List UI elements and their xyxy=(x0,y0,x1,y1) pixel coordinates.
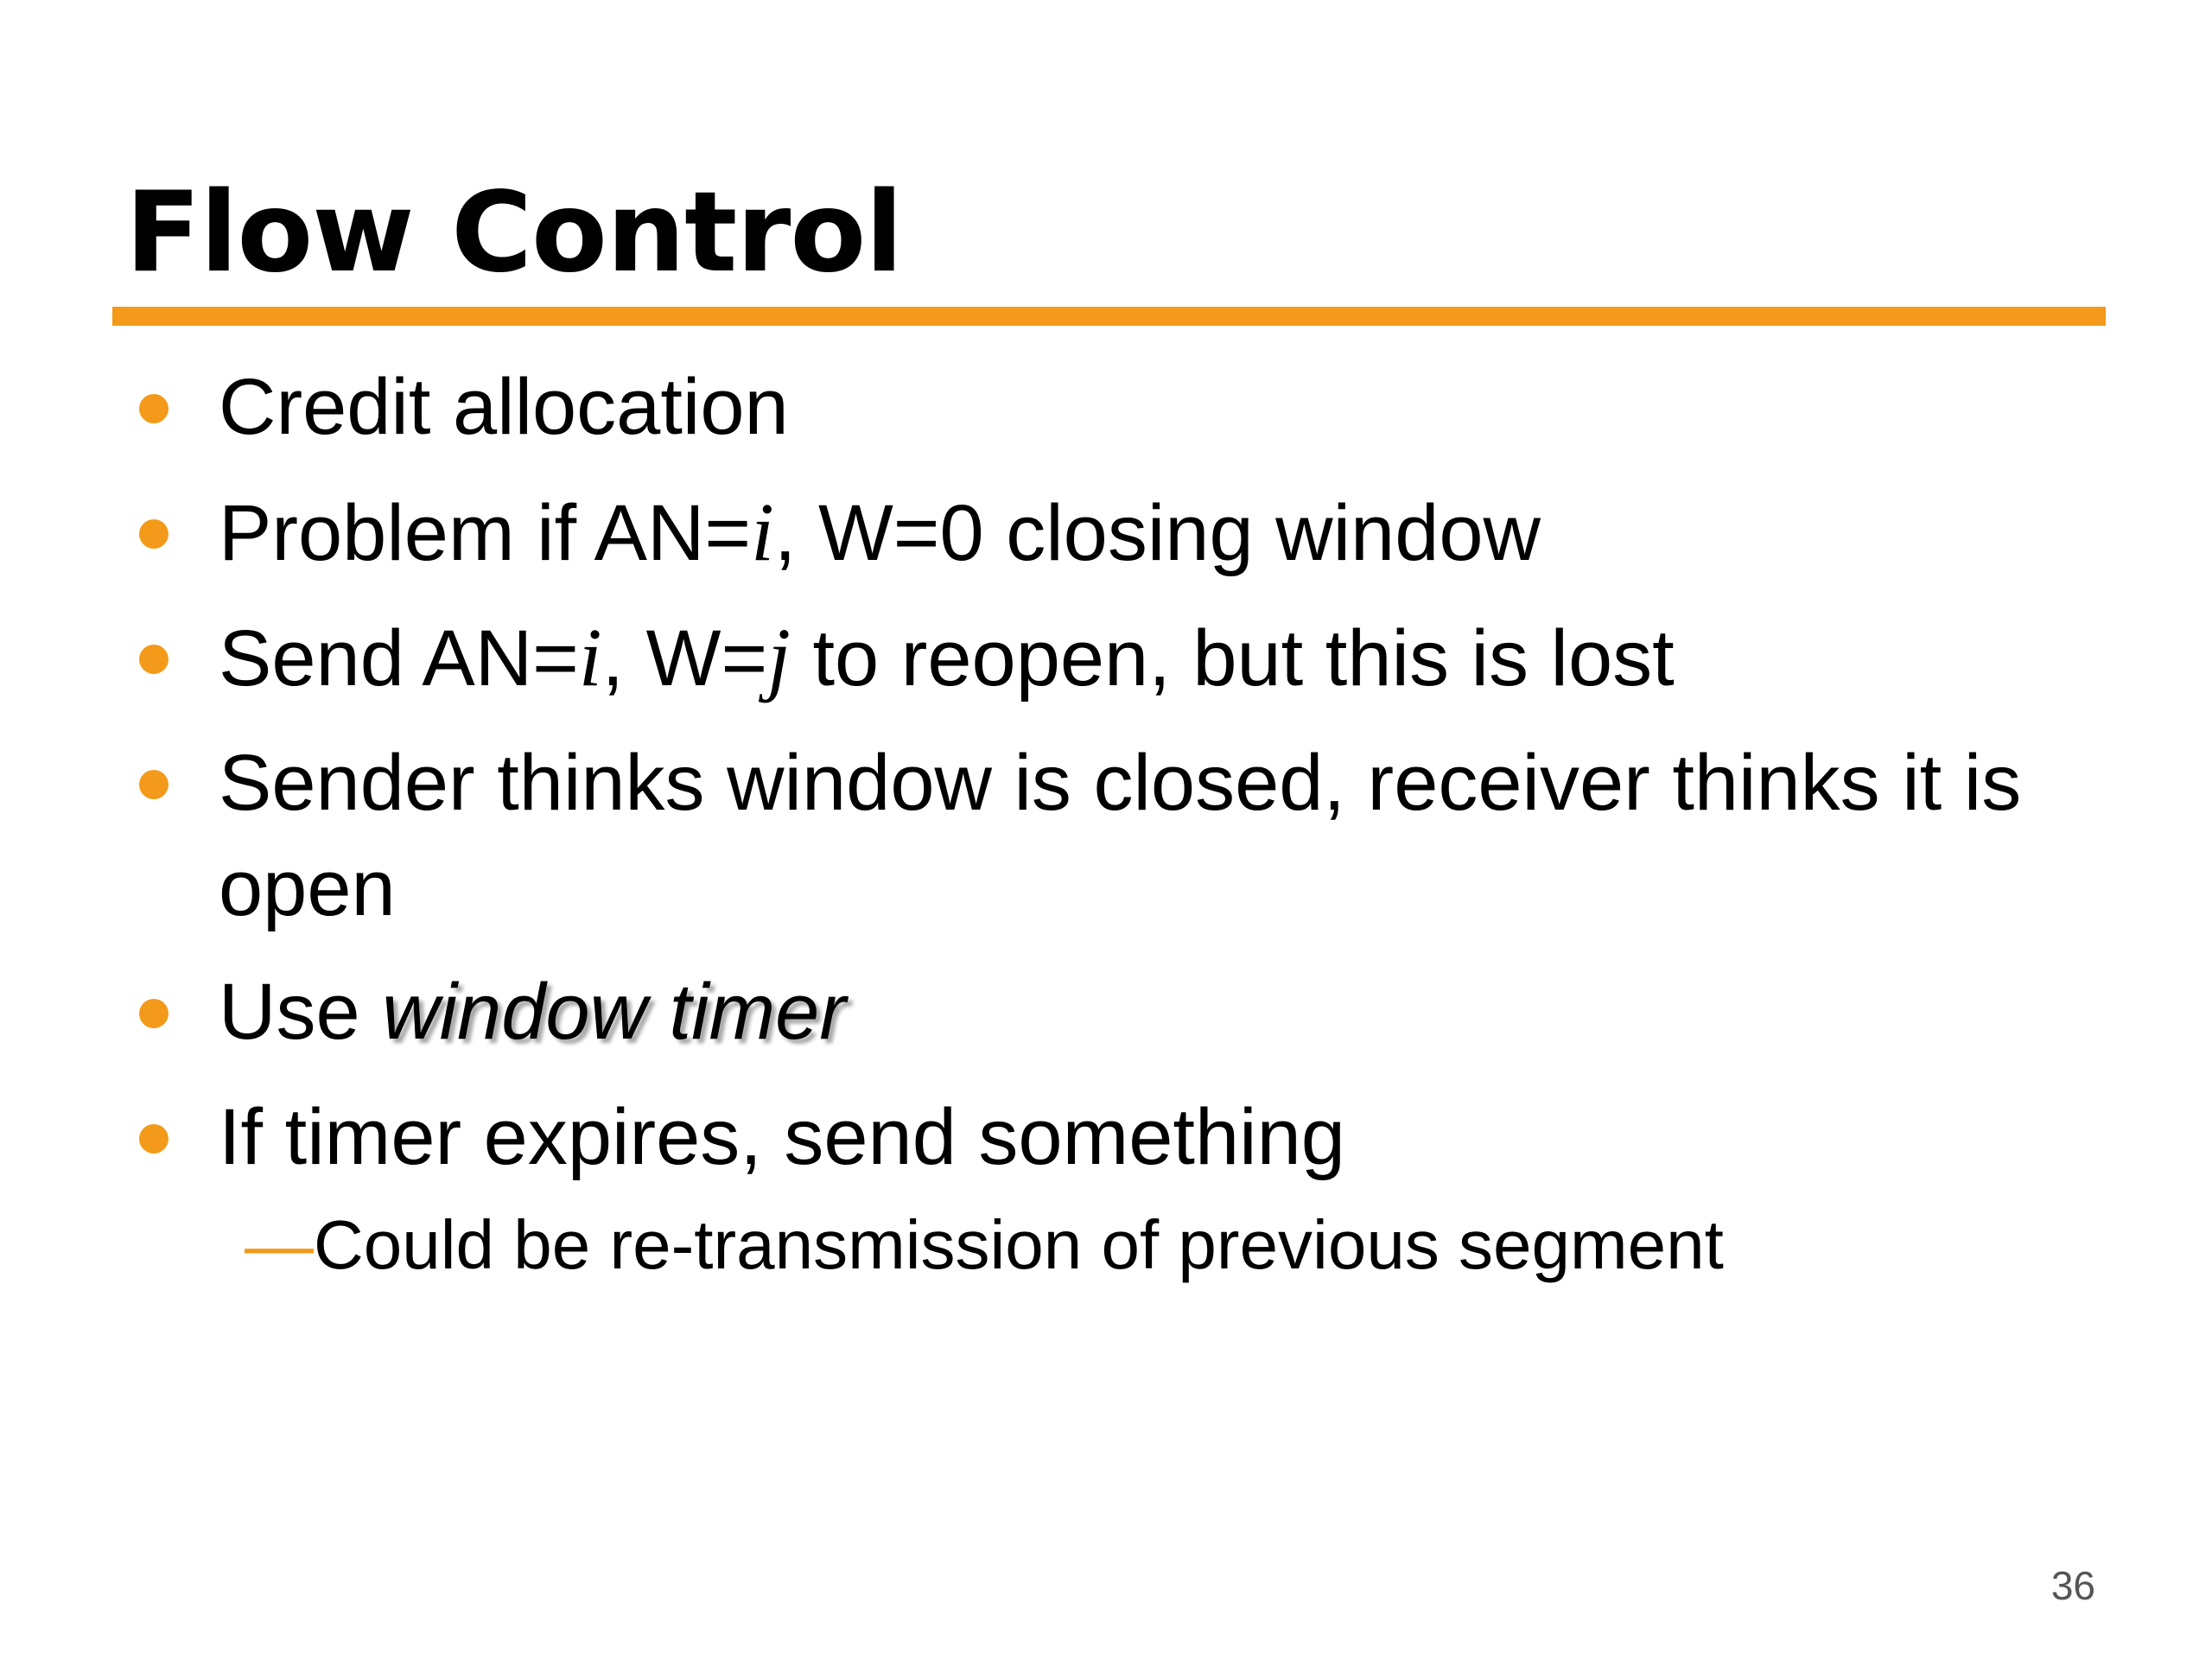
bullet-marker xyxy=(139,645,168,674)
bullet-item xyxy=(134,480,2078,586)
sub-bullet-item xyxy=(245,1197,1724,1294)
slide-title: Flow Control xyxy=(125,168,903,297)
math-variable: i xyxy=(578,611,602,703)
title-underline xyxy=(112,307,2106,326)
bullet-marker xyxy=(139,394,168,423)
bullet-text: If timer expires, send something xyxy=(219,1093,1345,1181)
bullet-item xyxy=(134,1084,2078,1190)
bullet-item xyxy=(134,959,2078,1065)
math-variable: i xyxy=(751,486,774,578)
math-variable: j xyxy=(767,611,791,703)
bullet-text: Credit allocation xyxy=(219,363,789,451)
bullet-text: Sender thinks window is closed, receiver thinks it is open xyxy=(219,739,2022,932)
bullet-item xyxy=(134,605,2078,711)
emphasized-term: window timer xyxy=(382,968,846,1056)
bullet-text: Problem if AN=i, W=0 closing window xyxy=(219,486,1541,578)
sub-bullet-dash: — xyxy=(245,1206,314,1283)
bullet-text: Use window timer xyxy=(219,968,846,1056)
bullet-marker xyxy=(139,1124,168,1154)
bullet-item xyxy=(134,730,2078,941)
bullet-marker xyxy=(139,519,168,549)
sub-bullet-text: Could be re-transmission of previous segment xyxy=(314,1206,1724,1283)
bullet-marker xyxy=(139,770,168,799)
bullet-marker xyxy=(139,999,168,1028)
page-number: 36 xyxy=(2050,1563,2095,1608)
bullet-text: Send AN=i, W=j to reopen, but this is lost xyxy=(219,611,1675,703)
bullet-item xyxy=(134,354,2078,460)
